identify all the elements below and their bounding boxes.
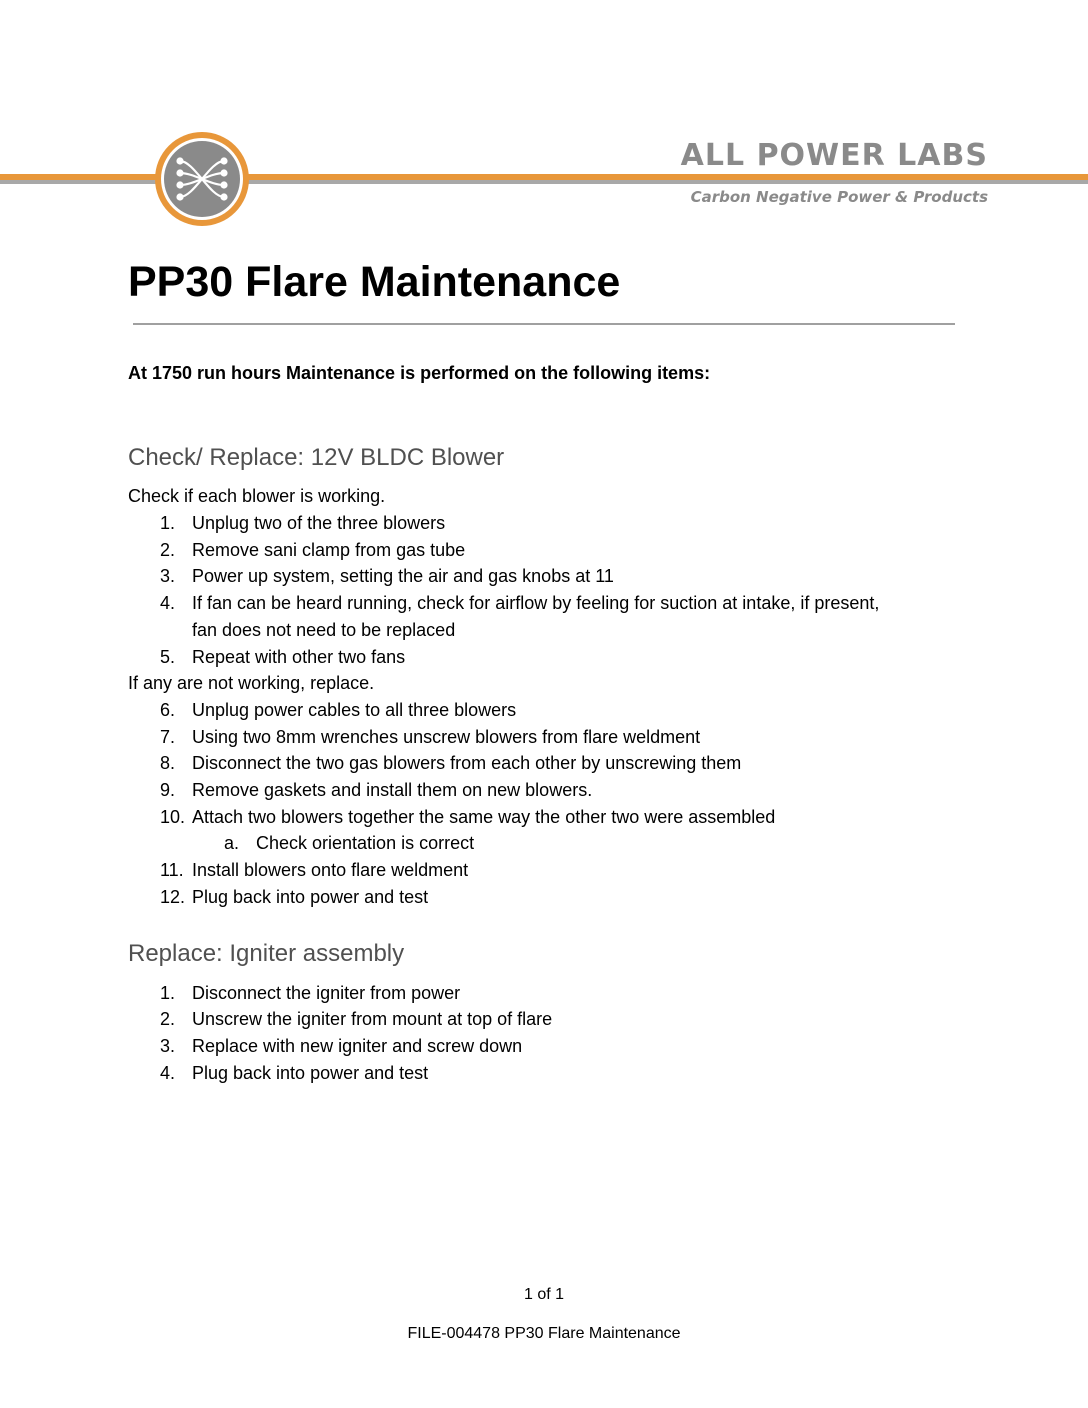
step-number: 4.: [160, 593, 176, 613]
step-text: Plug back into power and test: [192, 1063, 429, 1083]
step-number: 1.: [160, 983, 176, 1003]
step-number: 6.: [160, 700, 176, 720]
brand-tagline: Carbon Negative Power & Products: [690, 188, 988, 206]
step-text: Power up system, setting the air and gas knobs at 11: [192, 566, 614, 586]
footer-file-id: FILE-004478 PP30 Flare Maintenance: [407, 1325, 681, 1342]
step-text: Install blowers onto flare weldment: [192, 860, 469, 880]
page-number: 1 of 1: [523, 1286, 565, 1303]
step-text: Attach two blowers together the same way the other two were assembled: [192, 807, 776, 827]
step-number: 4.: [160, 1063, 176, 1083]
section-middle-text: If any are not working, replace.: [128, 673, 375, 693]
step-text: Unplug two of the three blowers: [192, 513, 446, 533]
step-number: 3.: [160, 566, 176, 586]
substep-letter: a.: [224, 833, 240, 853]
step-text: Remove gaskets and install them on new blowers.: [192, 780, 593, 800]
step-text: Disconnect the igniter from power: [192, 983, 461, 1003]
step-number: 1.: [160, 513, 176, 533]
step-number: 8.: [160, 753, 176, 773]
intro-text: At 1750 run hours Maintenance is performed on the following items:: [128, 363, 711, 383]
section-heading-blower: Check/ Replace: 12V BLDC Blower: [128, 444, 505, 471]
step-number: 10.: [160, 807, 186, 827]
step-text: Using two 8mm wrenches unscrew blowers from flare weldment: [192, 727, 701, 747]
section-heading-igniter: Replace: Igniter assembly: [128, 940, 405, 967]
step-number: 12.: [160, 887, 186, 907]
step-text: Remove sani clamp from gas tube: [192, 540, 466, 560]
step-text: Plug back into power and test: [192, 887, 429, 907]
step-number: 9.: [160, 780, 176, 800]
step-number: 2.: [160, 540, 176, 560]
step-text-continued: fan does not need to be replaced: [192, 620, 456, 640]
title-divider: [133, 323, 955, 325]
substep-text: Check orientation is correct: [256, 833, 475, 853]
all-power-labs-logo-icon: [154, 131, 250, 227]
step-text: If fan can be heard running, check for airflow by feeling for suction at intake, if present,: [192, 593, 880, 613]
step-text: Unscrew the igniter from mount at top of flare: [192, 1009, 553, 1029]
page-title: PP30 Flare Maintenance: [128, 258, 621, 306]
step-number: 3.: [160, 1036, 176, 1056]
step-number: 11.: [160, 860, 184, 880]
step-text: Repeat with other two fans: [192, 647, 406, 667]
section-lead-text: Check if each blower is working.: [128, 486, 386, 506]
step-number: 5.: [160, 647, 176, 667]
step-text: Unplug power cables to all three blowers: [192, 700, 517, 720]
step-text: Replace with new igniter and screw down: [192, 1036, 523, 1056]
brand-name: ALL POWER LABS: [680, 138, 988, 173]
step-number: 7.: [160, 727, 176, 747]
step-number: 2.: [160, 1009, 176, 1029]
step-text: Disconnect the two gas blowers from each other by unscrewing them: [192, 753, 742, 773]
